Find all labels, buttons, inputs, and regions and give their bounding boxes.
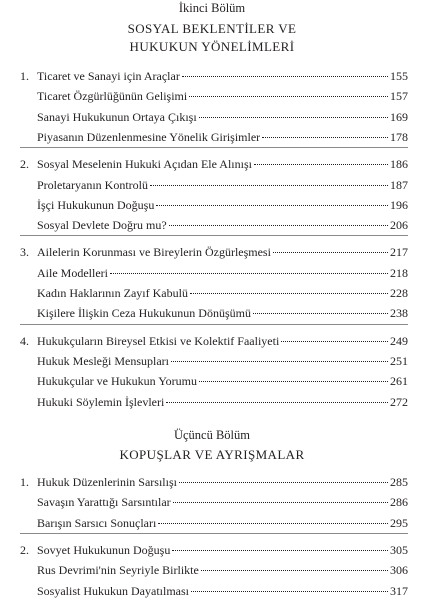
subentry-title: İşçi Hukukunun Doğuşu [37,197,155,212]
page-number: 187 [390,177,408,192]
subentry-title: Kişilere İlişkin Ceza Hukukunun Dönüşümü [37,306,251,321]
toc-subentry[interactable] [20,514,408,532]
dot-leader [171,361,388,362]
subentry-title: Rus Devrimi'nin Seyriyle Birlikte [37,563,199,578]
toc-section-entry[interactable] [20,67,408,85]
section-number: 1. [20,475,29,489]
section-number: 2. [20,542,29,557]
dot-leader [150,185,388,186]
toc-subentry[interactable] [20,284,408,302]
section-number: 3. [20,245,29,260]
section-number: 4. [20,333,29,348]
toc-subentry[interactable] [20,493,408,511]
toc-subentry[interactable] [20,393,408,411]
toc-section-entry[interactable] [20,541,408,559]
subentry-title: Barışın Sarsıcı Sonuçları [37,515,157,530]
dot-leader [182,76,388,77]
page-number: 306 [390,563,408,578]
page-number: 251 [390,353,408,368]
toc-subentry[interactable] [20,264,408,282]
toc-subentry[interactable] [20,372,408,390]
page-number: 295 [390,515,408,530]
dot-leader [253,313,388,314]
toc-subentry[interactable] [20,216,408,234]
subentry-title: Sosyalist Hukukun Dayatılması [37,583,189,598]
subentry-title: Hukuki Söylemin İşlevleri [37,394,165,409]
toc-subentry[interactable] [20,352,408,370]
dot-leader [169,225,388,226]
dot-leader [172,550,388,551]
page-number: 186 [390,157,408,172]
page-number: 228 [390,286,408,300]
subentry-title: Savaşın Yarattığı Sarsıntılar [37,495,171,510]
subentry-title: Piyasanın Düzenlenmesine Yönelik Girişimler [37,129,261,144]
dot-leader [199,381,388,382]
toc-subentry[interactable] [20,87,408,105]
page-number: 157 [390,89,408,104]
part-label: Üçüncü Bölüm [173,428,251,442]
page-number: 261 [390,374,408,389]
page-number: 238 [390,306,408,321]
page-number: 178 [390,129,408,144]
section-number: 2. [20,157,29,172]
toc-subentry[interactable] [20,108,408,126]
toc-section-entry[interactable] [20,243,408,261]
dot-leader [166,402,388,403]
dot-leader [281,341,388,342]
section-title: Sovyet Hukukunun Doğuşu [37,542,171,557]
page-number: 196 [390,197,408,212]
section-title: Ticaret ve Sanayi için Araçlar [37,69,180,83]
dot-leader [158,523,388,524]
toc-section-entry[interactable] [20,155,408,173]
toc-section-entry[interactable] [20,332,408,350]
page-number: 272 [390,394,408,409]
section-title: Ailelerin Korunması ve Bireylerin Özgürleşmesi [37,245,271,260]
dot-leader [199,117,388,118]
section-number: 1. [20,69,29,83]
dot-leader [191,591,388,592]
section-title: Hukuk Düzenlerinin Sarsılışı [37,475,177,489]
toc-section-entry[interactable] [20,473,408,491]
dot-leader [190,293,388,294]
subentry-title: Sosyal Devlete Doğru mu? [37,218,167,233]
subentry-title: Aile Modelleri [37,265,108,280]
subentry-title: Kadın Haklarının Zayıf Kabulü [37,286,188,300]
page-number: 206 [390,218,408,233]
part-label: İkinci Bölüm [178,1,246,15]
dot-leader [189,96,388,97]
dot-leader [110,273,388,274]
subentry-title: Ticaret Özgürlüğünün Gelişimi [37,89,188,104]
dot-leader [273,252,388,253]
dot-leader [254,164,388,165]
page-number: 155 [390,69,408,83]
page-number: 286 [390,495,408,510]
dot-leader [201,570,388,571]
part-title-line: KOPUŞLAR VE AYRIŞMALAR [119,447,305,462]
toc-subentry[interactable] [20,304,408,322]
dot-leader [179,482,388,483]
section-divider [20,533,408,534]
toc-subentry[interactable] [20,561,408,579]
toc-subentry[interactable] [20,176,408,194]
page-number: 305 [390,542,408,557]
page-number: 218 [390,265,408,280]
page-number: 285 [390,475,408,489]
page-number: 249 [390,333,408,348]
subentry-title: Hukukçular ve Hukukun Yorumu [37,374,197,389]
subentry-title: Hukuk Mesleği Mensupları [37,353,169,368]
dot-leader [156,205,388,206]
part-title-line: SOSYAL BEKLENTİLER VE [127,21,297,36]
section-divider [20,147,408,148]
subentry-title: Proletaryanın Kontrolü [37,177,148,192]
toc-subentry[interactable] [20,196,408,214]
page-number: 317 [390,583,408,598]
toc-subentry[interactable] [20,582,408,600]
section-divider [20,324,408,325]
toc-subentry[interactable] [20,128,408,146]
dot-leader [173,502,388,503]
page-number: 169 [390,109,408,124]
part-title-line: HUKUKUN YÖNELİMLERİ [129,39,295,54]
page-number: 217 [390,245,408,260]
section-divider [20,235,408,236]
section-title: Hukukçuların Bireysel Etkisi ve Kolektif Faaliyeti [37,333,280,348]
section-title: Sosyal Meselenin Hukuki Açıdan Ele Alınışı [37,157,252,172]
subentry-title: Sanayi Hukukunun Ortaya Çıkışı [37,109,197,124]
dot-leader [262,137,388,138]
